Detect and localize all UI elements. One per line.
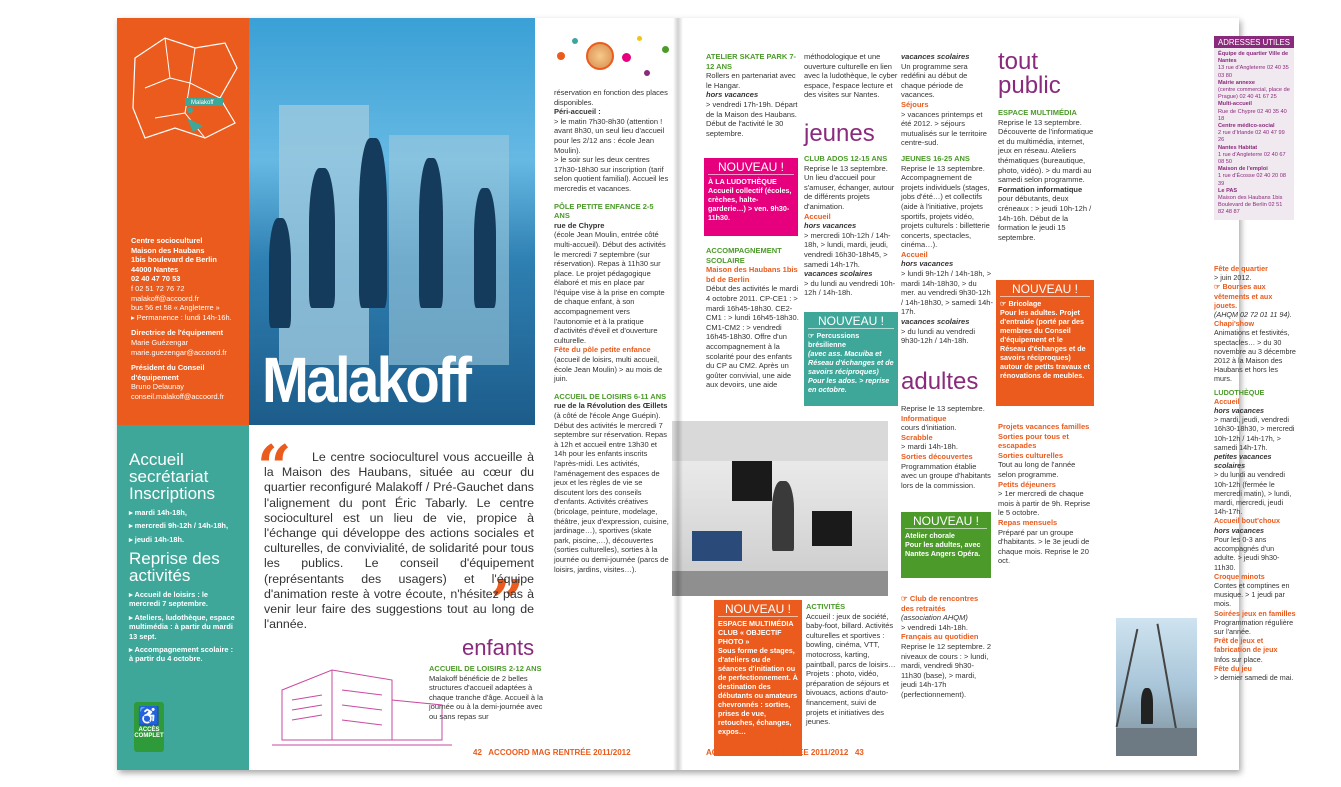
p: Sorties pour tous et escapades xyxy=(998,431,1069,451)
p: > 1er mercredi de chaque mois à partir de 9h. Reprise le 5 octobre. xyxy=(998,489,1091,518)
nouveau-heading: Atelier chorale xyxy=(905,531,955,540)
col-skate xyxy=(706,52,798,138)
permanence: ▸ Permanence : lundi 14h-16h. xyxy=(131,312,232,322)
p: cours d'initiation. xyxy=(901,423,957,433)
acc-heading: ACCOMPAGNEMENT SCOLAIRE xyxy=(706,246,782,265)
nouveau-heading: ESPACE MULTIMÉDIA CLUB « OBJECTIF PHOTO » xyxy=(718,619,794,646)
p: Reprise le 12 septembre. 2 niveaux de cours : > lundi, mardi, vendredi 9h30-11h30 (base), > mardi, jeudi 14h-17h (perfectionnement). xyxy=(901,641,992,699)
wheelchair-icon: ♿ xyxy=(137,706,161,726)
hand-pointer-icon: ☞ xyxy=(901,594,910,603)
address-line: 1bis boulevard de Berlin xyxy=(131,255,217,265)
p: Maison de l'emploi xyxy=(1218,166,1268,173)
right-page xyxy=(678,18,1296,770)
nouveau-bricolage xyxy=(996,280,1094,406)
quote-close-icon: ” xyxy=(490,568,525,638)
reprise-item: ▸ Ateliers, ludothèque, espace multimédia : à partir du mardi 13 sept. xyxy=(129,612,235,641)
p: vacances scolaires xyxy=(901,317,970,327)
p: Reprise le 13 septembre. Accompagnement de projets individuels (stages, jobs d'été…) et collectifs (aide à l'initiative, projets sportifs, projets vidéo, projets culturels : billetterie concerts, spectacles, cinéma…). xyxy=(901,163,990,250)
p: Séjours xyxy=(901,99,929,109)
accueil-title: Accueil secrétariat Inscriptions xyxy=(129,450,215,503)
page-number-left: 42 ACCOORD MAG RENTRÉE 2011/2012 xyxy=(473,748,631,757)
nouveau-text: (avec ass. Macuiba et Réseau d'échanges et de savoirs réciproques) Pour les ados. > reprise en octobre. xyxy=(808,349,894,394)
nouveau-heading: À LA LUDOTHÈQUE xyxy=(708,177,777,186)
director-email[interactable]: marie.guezengar@accoord.fr xyxy=(131,347,227,357)
computer-room-photo xyxy=(672,421,888,596)
activites-heading: ACTIVITÉS xyxy=(806,602,846,611)
nouveau-text: Pour les adultes. Projet d'entraide (porté par des membres du Conseil d'équipement et le Réseau d'échanges et de savoirs réciproques) autour de petits travaux et rénovations de meubles. xyxy=(1000,308,1090,380)
col-b-p7: Fête du pôle petite enfance xyxy=(554,345,651,355)
magazine-spread xyxy=(117,18,1296,770)
p: hors vacances xyxy=(901,259,954,269)
district-map xyxy=(125,28,243,148)
p: petites vacances scolaires xyxy=(1214,452,1272,471)
p: Tout au long de l'année selon programme. xyxy=(998,460,1076,479)
p: Programmation régulière sur l'année. xyxy=(1214,617,1294,636)
nouveau-label: NOUVEAU ! xyxy=(1000,283,1090,297)
col-b-p6: (école Jean Moulin, entrée côté multi-accueil). Début des activités le mercredi 7 septembre (sur réservation). Repas à 11h30 sur place. Le projet pédagogique élaboré et mis en place par l'équipe vise à la prise en compte de chaque enfant, à son accompagnement vers l'autonomie et à la pratique d'activités d'éveil et d'ouverture culturelle. xyxy=(554,230,666,345)
col-sorties xyxy=(998,422,1094,566)
p: > lundi 9h-12h / 14h-18h, > mardi 14h-18h30, > du mer. au vendredi 9h30-12h / 14h-18h30, > samedi 14h-17h. xyxy=(901,269,993,317)
page-title: Malakoff xyxy=(262,344,470,416)
p: Croque minots xyxy=(1214,571,1265,581)
map-label: Malakoff xyxy=(191,100,214,106)
col-b-p9: ACCUEIL DE LOISIRS 6-11 ANS xyxy=(554,391,667,401)
p: Multi-accueil xyxy=(1218,101,1252,108)
p: Préparé par un groupe d'habitants. > le 3e jeudi de chaque mois. Reprise le 20 oct. xyxy=(998,527,1090,566)
hand-pointer-icon: ☞ xyxy=(808,331,817,340)
email-link[interactable]: malakoff@accoord.fr xyxy=(131,293,200,303)
col-sejours xyxy=(901,52,993,346)
address-line: Maison des Haubans xyxy=(131,245,205,255)
president-title: Président du Conseil d'équipement xyxy=(131,363,205,382)
acces-label: ACCÈS COMPLET xyxy=(134,727,164,739)
p: Maison des Haubans 1bis Boulevard de Berlin 02 51 82 48 87 xyxy=(1218,195,1283,216)
col-accompagnement xyxy=(706,246,800,390)
p: Fête de quartier xyxy=(1214,264,1268,273)
ados-accueil: Accueil xyxy=(804,211,831,221)
p: vacances scolaires xyxy=(901,52,970,61)
col-multimedia xyxy=(998,108,1094,242)
p: Formation informatique xyxy=(998,184,1083,194)
ados-text: Reprise le 13 septembre. Un lieu d'accueil pour s'amuser, échanger, autour de différents projets d'animation. xyxy=(804,163,895,211)
col-adultes xyxy=(901,404,993,490)
child-avatar xyxy=(586,42,614,70)
nouveau-text: Pour les adultes, avec Nantes Angers Opéra. xyxy=(905,540,981,558)
address-line: 44000 Nantes xyxy=(131,264,179,274)
p: 1 rue d'Angleterre 02 40 67 08 50 xyxy=(1218,151,1286,166)
col-b-p11: (à côté de l'école Ange Guépin). Début des activités le mercredi 7 septembre sur réservation. Repas à 12h et accueil entre 13h30 et 14h pour les enfants inscrits l'après-midi. Les activités, l'aménagement des espaces de jeux et les règles de vie se discutent lors des conseils d'enfants. Activités créatives (bricolage, peinture, modelage, théâtre, jeux d'expression, cuisine, jardinage…), sportives (skate park, piscine,…), découvertes (sorties culturelles), sorties à la journée ou demi-journée (parcs de loisirs, jardins, visites…). xyxy=(554,411,669,574)
info-column xyxy=(117,18,249,425)
col-retraites xyxy=(901,594,993,700)
director-name: Marie Guézengar xyxy=(131,337,189,347)
p: > vendredi 14h-18h. xyxy=(901,622,968,632)
nouveau-label: NOUVEAU ! xyxy=(808,315,894,329)
ados-vs: vacances scolaires xyxy=(804,269,873,279)
skate-time: > vendredi 17h-19h. Départ de la Maison des Haubans. Début de l'activité le 30 septembre. xyxy=(706,99,798,138)
p: Petits déjeuners xyxy=(998,479,1056,489)
hand-pointer-icon: ☞ xyxy=(1000,299,1009,308)
p: (centre commercial, place de Prague) 02 40 41 67 25 xyxy=(1218,87,1290,101)
p: Repas mensuels xyxy=(998,517,1058,527)
nouveau-text: Sous forme de stages, d'ateliers ou de séances d'initiation ou de perfectionnement. À destination des débutants ou amateurs chevronnés : sorties, prises de vue, retouches, échanges, expos… xyxy=(718,646,798,736)
p: > mardi 14h-18h. xyxy=(901,442,958,452)
p: Chapi'show xyxy=(1214,319,1255,329)
p: Bourses aux vêtements et aux jouets. xyxy=(1214,282,1273,310)
ados-vs-times: > du lundi au vendredi 10h-12h / 14h-18h. xyxy=(804,278,896,298)
accessibility-badge xyxy=(134,702,164,752)
p: Accueil bout'choux xyxy=(1214,516,1281,526)
p: 1 rue d'Écosse 02 40 20 08 39 xyxy=(1218,173,1286,187)
skate-sub: hors vacances xyxy=(706,90,759,100)
p: hors vacances xyxy=(1214,406,1264,416)
p: Nantes Habitat xyxy=(1218,144,1258,151)
acc-place: Maison des Haubans 1bis bd de Berlin xyxy=(706,265,798,284)
p: Prêt de jeux et fabrication de jeux xyxy=(1214,636,1278,655)
col-club-ados xyxy=(804,154,898,298)
p: Mairie annexe xyxy=(1218,79,1255,86)
p: (association AHQM) xyxy=(901,613,968,623)
skate-text: Rollers en partenariat avec le Hangar. xyxy=(706,71,796,90)
nouveau-heading: Bricolage xyxy=(1008,299,1042,308)
p: Accueil xyxy=(1214,396,1240,406)
section-enfants: enfants xyxy=(462,635,535,660)
p: (AHQM 02 72 01 11 94). xyxy=(1214,310,1292,320)
p: > dernier samedi de mai. xyxy=(1214,672,1294,682)
hand-pointer-icon: ☞ xyxy=(1214,282,1223,292)
accueil-item: ▸ mardi 14h-18h, xyxy=(129,508,187,517)
p: Soirées jeux en familles xyxy=(1214,608,1296,618)
nouveau-text: Accueil collectif (écoles, crèches, halte-garderie…) > ven. 9h30-11h30. xyxy=(708,186,792,222)
page-number-right: ACCOORD MAG RENTRÉE 2011/2012 43 xyxy=(706,748,864,757)
ados-hv: hors vacances xyxy=(804,221,857,231)
p: > du lundi au vendredi 10h-12h (fermée le mercredi matin), > lundi, mardi, mercredi, jeudi 14h-17h. xyxy=(1214,470,1292,517)
col-b-p10: rue de la Révolution des Œillets xyxy=(554,401,668,411)
bridge-cyclists-photo xyxy=(1116,618,1197,756)
p: Équipe de quartier Ville de Nantes xyxy=(1218,51,1289,65)
col-b-p5: rue de Chypre xyxy=(554,220,605,230)
col-a-heading: ACCUEIL DE LOISIRS 2-12 ANS xyxy=(429,664,542,673)
skate-heading: ATELIER SKATE PARK 7-12 ANS xyxy=(706,52,797,71)
nouveau-percussions xyxy=(804,312,898,406)
reprise-item: ▸ Accompagnement scolaire : à partir du 4 octobre. xyxy=(129,645,234,664)
section-jeunes: jeunes xyxy=(804,120,875,147)
quote-open-icon: “ xyxy=(257,433,292,503)
nouveau-multimedia xyxy=(714,600,802,756)
p: Pour les 0-3 ans accompagnés d'un adulte. > jeudi 9h30-11h30. xyxy=(1214,534,1280,572)
section-adultes: adultes xyxy=(901,368,979,395)
p: Sorties découvertes xyxy=(901,451,973,461)
col-b-p0: réservation en fonction des places disponibles. xyxy=(554,88,668,107)
activites-text: Accueil : jeux de société, baby-foot, billard. Activités culturelles et sportives : bowling, cinéma, VTT, motocross, karting, paintball, parcs de loisirs… Projets : photo, vidéo, préparation de séjours et bivouacs, actions d'auto-financement, suivi de projets et initiatives des jeunes. xyxy=(806,611,896,727)
p: > juin 2012. xyxy=(1214,273,1252,283)
section-tout-public: tout public xyxy=(998,48,1061,99)
nouveau-label: NOUVEAU ! xyxy=(905,515,987,529)
p: Français au quotidien xyxy=(901,632,979,642)
p: Club de rencontres des retraités xyxy=(901,594,979,613)
intro-quote xyxy=(264,450,534,638)
p: hors vacances xyxy=(1214,525,1264,535)
nouveau-label: NOUVEAU ! xyxy=(718,603,798,617)
p: Le PAS xyxy=(1218,187,1238,194)
p: 13 rue d'Angleterre 02 40 35 03 80 xyxy=(1218,65,1289,79)
nouveau-heading: Percussions brésilienne xyxy=(808,331,860,349)
reprise-title: Reprise des activités xyxy=(129,549,220,585)
p: Un programme sera redéfini au début de chaque période de vacances. xyxy=(901,61,968,100)
col-peri-accueil xyxy=(554,88,669,574)
p: Programmation établie avec un groupe d'habitants lors de la commission. xyxy=(901,461,991,490)
p: Sorties culturelles xyxy=(998,450,1064,460)
p: Animations et festivités, spectacles… > du 30 novembre au 3 décembre 2012 à la Maison des Haubans et hors les murs. xyxy=(1214,328,1296,384)
p: Informatique xyxy=(901,413,947,423)
adresses-utiles-header: ADRESSES UTILES xyxy=(1214,36,1294,50)
contact-block xyxy=(131,236,243,402)
p: 2 rue d'Irlande 02 40 47 99 26 xyxy=(1218,130,1285,144)
ados-hv-times: > mercredi 10h-12h / 14h-18h, > lundi, mardi, jeudi, vendredi 16h30-18h45, > samedi 14h-17h. xyxy=(804,230,891,269)
p: Accueil xyxy=(901,249,928,259)
building-illustration xyxy=(272,650,452,750)
p: > mardi, jeudi, vendredi 16h30-18h30, > mercredi 10h-12h / 14h-17h, > samedi 14h-17h. xyxy=(1214,415,1295,452)
p: ESPACE MULTIMÉDIA xyxy=(998,108,1077,117)
address-line: Centre socioculturel xyxy=(131,236,203,245)
col-fete-ludotheque xyxy=(1214,264,1296,682)
col-b-p2: > le matin 7h30-8h30 (attention ! avant 8h30, un seul lieu d'accueil pour les 2/12 ans : école Jean Moulin). xyxy=(554,116,665,155)
methodo-text: méthodologique et une ouverture culturelle en lien avec la ludothèque, le cyber espace, l'espace lecture et des visites sur Nantes. xyxy=(804,52,898,100)
p: > du lundi au vendredi 9h30-12h / 14h-18h. xyxy=(901,326,976,346)
phone: 02 40 47 70 53 xyxy=(131,274,181,284)
p: Infos sur place. xyxy=(1214,654,1263,664)
president-name: Bruno Delaunay xyxy=(131,382,185,392)
p: Fête du jeu xyxy=(1214,663,1252,673)
p: Reprise le 13 septembre. xyxy=(901,404,985,413)
nouveau-chorale xyxy=(901,512,991,578)
reprise-item: ▸ Accueil de loisirs : le mercredi 7 septembre. xyxy=(129,590,209,609)
col-b-p3: > le soir sur les deux centres 17h30-18h30 sur inscription (tarif selon quotient familial). Accueil les mercredis et vacances. xyxy=(554,155,669,193)
p: Centre médico-social xyxy=(1218,123,1275,130)
p: > vacances printemps et été 2012. > séjours mutualisés sur le territoire centre-sud. xyxy=(901,109,987,148)
p: Contes et comptines en musique. > 1 jeudi par mois. xyxy=(1214,580,1290,609)
page-fold xyxy=(673,18,683,770)
accueil-item: ▸ mercredi 9h-12h / 14h-18h, xyxy=(129,521,229,531)
ados-heading: CLUB ADOS 12-15 ANS xyxy=(804,154,888,163)
adresses-utiles xyxy=(1214,48,1294,220)
col-methodo xyxy=(804,52,898,100)
p: Projets vacances familles xyxy=(998,422,1090,431)
col-b-p1: Péri-accueil : xyxy=(554,107,601,117)
p: Rue de Chypre 02 40 35 40 18 xyxy=(1218,108,1287,122)
col-b-p8: (accueil de loisirs, multi accueil, école Jean Moulin) > au mois de juin. xyxy=(554,355,663,384)
quote-text: Le centre socioculturel vous accueille à la Maison des Haubans, située au cœur du quartier reconfiguré Malakoff / Pré-Gauchet dans l'alignement du pont Éric Tabarly. Le centre socioculturel est un lieu de vie, propice à l'échange qui développe des actions sociales et culturelles, de convivialité, de solidarité pour tous les publics. Le conseil d'équipement (représentants des usagers) et l'équipe d'animation reste à votre écoute, n'hésitez pas à venir leur faire des suggestions tout au long de l'année. xyxy=(264,450,534,632)
acc-text: Début des activités le mardi 4 octobre 2011. CP-CE1 : > mardi 16h45-18h30. CE2-CM1 : > lundi 16h45-18h30. CM1-CM2 : > vendredi 16h45-18h30. Offre d'un accompagnement à la scolarité pour des enfants du CP au CM2. Après un goûter convivial, une aide aux devoirs, une aide xyxy=(706,284,799,390)
nouveau-ludotheque xyxy=(704,158,798,236)
col-activites xyxy=(806,602,900,727)
accueil-item: ▸ jeudi 14h-18h. xyxy=(129,534,185,544)
p: Reprise le 13 septembre. Découverte de l'informatique et du multimédia, internet, jeux en réseau. Ateliers thématiques (bureautique, photo, vidéo). > du mardi au samedi selon programme. xyxy=(998,117,1094,185)
fax: f 02 51 72 76 72 xyxy=(131,283,185,293)
p: Scrabble xyxy=(901,432,933,442)
col-b-p4: PÔLE PETITE ENFANCE 2-5 ANS xyxy=(554,201,654,221)
col-accueil-loisirs xyxy=(429,664,545,722)
p: LUDOTHÈQUE xyxy=(1214,387,1265,397)
bus-info: bus 56 et 58 « Angleterre » xyxy=(131,303,220,313)
p: JEUNES 16-25 ANS xyxy=(901,153,970,163)
left-page xyxy=(117,18,678,770)
nouveau-label: NOUVEAU ! xyxy=(708,161,794,175)
p: pour débutants, deux créneaux : > jeudi 10h-12h / 14h-16h. Début de la formation le jeudi 15 septembre. xyxy=(998,194,1092,242)
president-email[interactable]: conseil.malakoff@accoord.fr xyxy=(131,391,225,401)
director-title: Directrice de l'équipement xyxy=(131,328,224,338)
col-a-text: Malakoff bénéficie de 2 belles structures d'accueil adaptées à chaque tranche d'âge. Accueil à la journée ou à la demi-journée avec ou sans repas sur xyxy=(429,673,544,721)
